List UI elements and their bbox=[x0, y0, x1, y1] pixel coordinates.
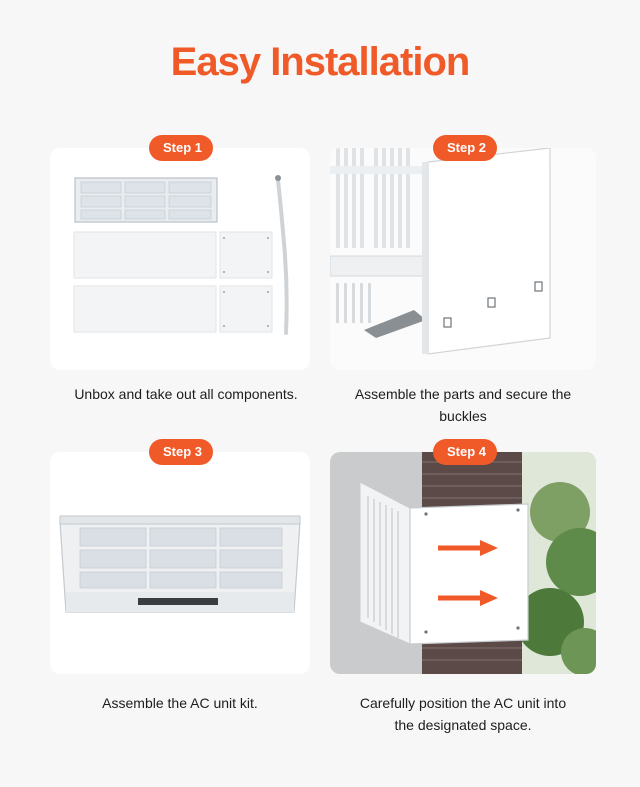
step-2-card bbox=[330, 148, 596, 370]
step-1-card bbox=[50, 148, 310, 370]
step-3-kit-illustration bbox=[50, 452, 310, 674]
step-3-badge: Step 3 bbox=[149, 439, 213, 465]
step-4-badge: Step 4 bbox=[433, 439, 497, 465]
step-2-caption: Assemble the parts and secure the buckles bbox=[354, 386, 572, 424]
step-2-badge: Step 2 bbox=[433, 135, 497, 161]
step-4-card bbox=[330, 452, 596, 674]
arrow-right-icon bbox=[438, 540, 498, 556]
step-3-caption: Assemble the AC unit kit. bbox=[102, 695, 258, 711]
step-2-assembly-illustration bbox=[330, 148, 596, 370]
step-1-components-illustration bbox=[50, 148, 310, 370]
step-3-card bbox=[50, 452, 310, 674]
step-4-window-install-illustration bbox=[330, 452, 596, 674]
page-title: Easy Installation bbox=[170, 40, 470, 84]
step-1-caption: Unbox and take out all components. bbox=[74, 386, 298, 402]
arrow-right-icon bbox=[438, 590, 498, 606]
step-1-badge: Step 1 bbox=[149, 135, 213, 161]
step-4-caption-line-1: Carefully position the AC unit into bbox=[359, 695, 567, 711]
step-4-caption bbox=[330, 692, 596, 736]
step-4-caption-line-2: the designated space. bbox=[394, 717, 532, 733]
